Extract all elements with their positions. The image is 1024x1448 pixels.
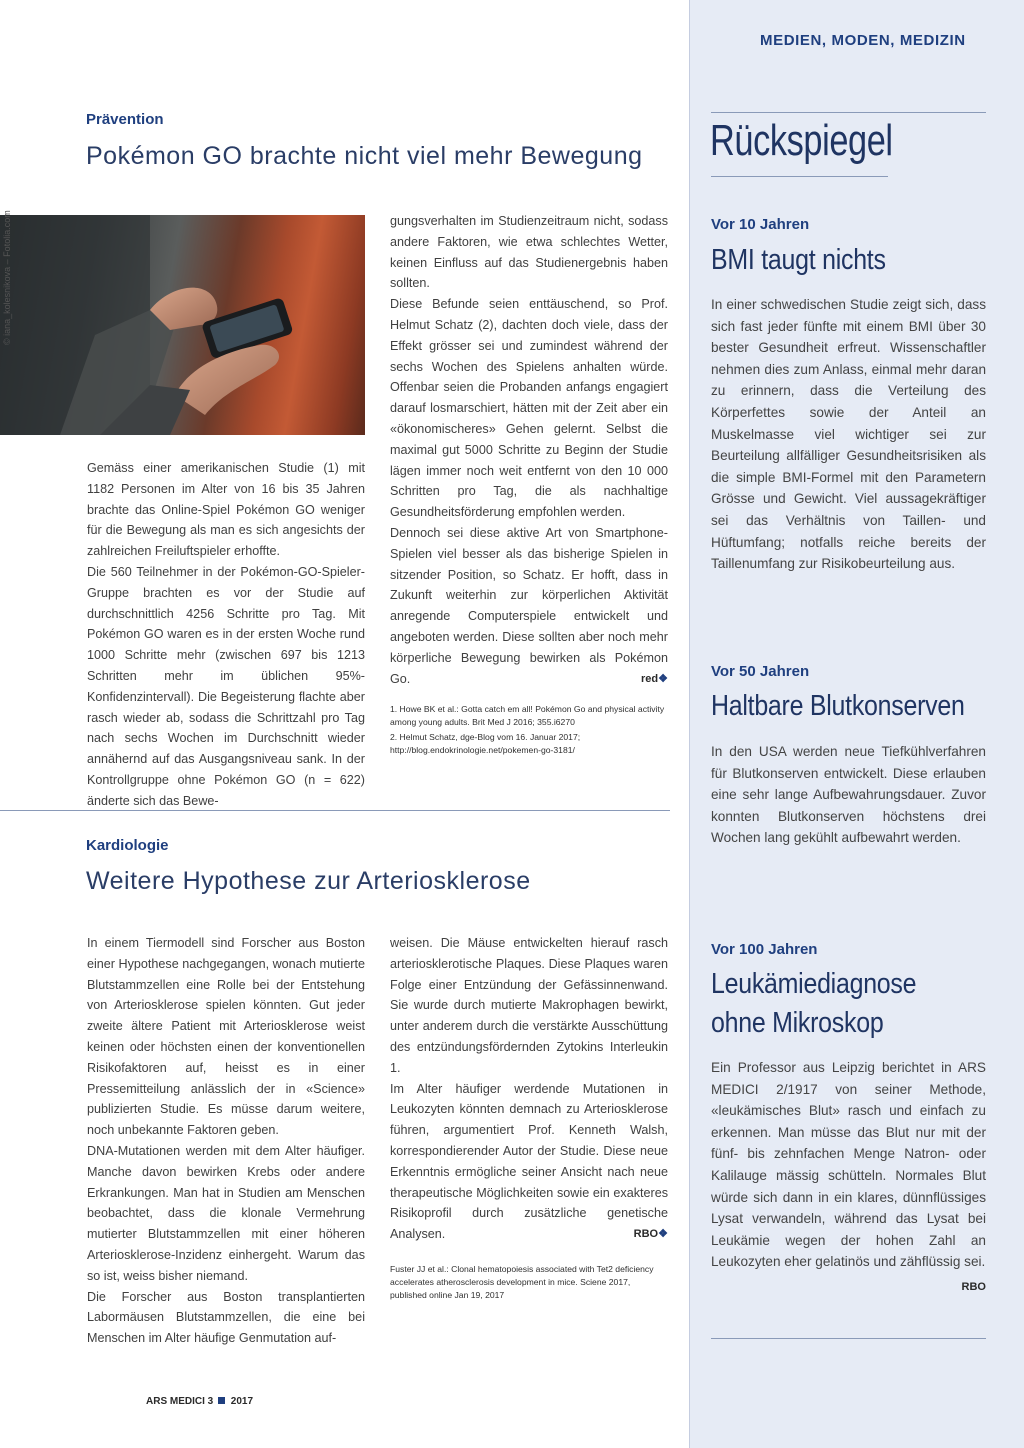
sidebar-heading-blutkonserven: Haltbare Blutkonserven (711, 690, 965, 722)
article2-col2-paragraph1: weisen. Die Mäuse entwickelten hierauf rasch arteriosklerotische Plaques. Diese Plaques waren Folge einer Entzündung der Gefässinnenwand. Sie wurde durch mutierte Makrophagen bewirkt, unter anderem durch die verstärkte Ausschüttung des entzündungsfördernden Zytokins Interleukin 1. (390, 936, 668, 1075)
sidebar-kicker-50: Vor 50 Jahren (711, 663, 810, 680)
article2-col1-paragraph2: DNA-Mutationen werden mit dem Alter häufiger. Manche davon bewirken Krebs oder andere Erkrankungen. Man hat in Studien am Menschen beobachtet, dass die klonale Vermehrung mutierter Blutstammzellen mit einer höheren Arteriosklerose-Inzidenz einhergeht. Warum das so ist, weiss bisher niemand. (87, 1143, 365, 1283)
article2-headline: Weitere Hypothese zur Arteriosklerose (86, 867, 531, 895)
article1-reference-2: 2. Helmut Schatz, dge-Blog vom 16. Januar 2017; http://blog.endokrinologie.net/pokemen-go-3181/ (390, 732, 581, 755)
article1-photo-smartphone (0, 215, 365, 435)
sidebar-text-blutkonserven: In den USA werden neue Tiefkühlverfahren für Blutkonserven entwickelt. Diese erlauben eine sehr lange Aufbewahrungsdauer. Zuvor konnten Blutkonserven höchstens drei Wochen lang gekühlt aufbewahrt werden. (711, 744, 986, 846)
article2-column1 (87, 933, 365, 1349)
article1-col2-paragraph3 (390, 523, 668, 689)
article2-column2 (390, 933, 668, 1245)
article2-signature (634, 1224, 668, 1245)
article1-reference-1: 1. Howe BK et al.: Gotta catch em all! Pokémon Go and physical activity among young adults. Brit Med J 2016; 355.i6270 (390, 704, 665, 727)
sidebar-title-rule-top (711, 112, 986, 113)
footer (146, 1396, 253, 1407)
smartphone-hands-illustration (0, 215, 365, 435)
article1-col2-paragraph3-text: Dennoch sei diese aktive Art von Smartphone-Spielen viel besser als das bisherige Spielen in sitzender Position, so Schatz. Er hofft, dass in Zukunft weiterhin zur körperlichen Aktivität anregende Computerspiele entwickelt und angeboten werden. Diese sollten aber noch mehr körperliche Bewegung bewirken als Pokémon Go. (390, 525, 668, 686)
sidebar-text-bmi: In einer schwedischen Studie zeigt sich, dass sich fast jeder fünfte mit einem BMI über 30 bester Gesundheit erfreut. Wissenschaftler nehmen dies zum Anlass, einmal mehr daran zu erinnern, dass die Verteilung des Körperfettes sowie der Anteil an Muskelmasse viel wichtiger sei zur Beurteilung allfälliger Gesundheitsrisiken als die simple BMI-Formel mit den Parametern Grösse und Gewicht. Viel aussagekräftiger sei das Verhältnis von Taillen- und Hüftumfang; notfalls reiche bereits der Taillenumfang zur Risikobeurteilung aus. (711, 297, 986, 572)
article1-col2-paragraph2: Diese Befunde seien enttäuschend, so Prof. Helmut Schatz (2), dachten doch viele, dass der Effekt grösser sei und zumindest während der sechs Wochen des Spielens anhalten würde. Offenbar seien die Probanden anfangs engagiert darauf losmarschiert, hätten mit der Zeit aber ein «ökonomischeres» Gehen gelernt. Selbst die maximal gut 5000 Schritte zu Beginn der Studie lägen immer noch weit entfernt von den 10 000 Schritten pro Tag, die als nachhaltige Gesundheitsförderung empfohlen werden. (390, 297, 668, 520)
sidebar-heading-leukaemie-2: ohne Mikroskop (711, 1007, 884, 1039)
sidebar-text-leukaemie (711, 1057, 986, 1299)
article1-kicker: Prävention (86, 111, 164, 128)
footer-journal: ARS MEDICI 3 (146, 1396, 214, 1407)
article2-signature-text: RBO (633, 1228, 659, 1241)
article2-col2-paragraph2-text: Im Alter häufiger werdende Mutationen in Leukozyten könnten demnach zu Arteriosklerose führen, argumentiert Prof. Kenneth Walsh, korrespondierender Autor der Studie. Diese neue Erkenntnis ermögliche seiner Ansicht nach neue therapeutische Möglichkeiten sowie ein exakteres Risikoprofil durch zusätzliche genetische Analysen. (390, 1081, 668, 1242)
end-mark-icon: ❖ (658, 672, 668, 685)
article1-column1 (87, 458, 365, 812)
article1-col1-paragraph1: Gemäss einer amerikanischen Studie (1) mit 1182 Personen im Alter von 16 bis 35 Jahren brachte das Online-Spiel Pokémon GO weniger für die Bewegung als man es sich angesichts der zahlreichen Freiluftspieler erhoffte. (87, 461, 365, 559)
footer-square-icon (218, 1397, 225, 1404)
sidebar-kicker-100: Vor 100 Jahren (711, 941, 818, 958)
sidebar-heading-bmi: BMI taugt nichts (711, 244, 886, 276)
article2-col1-paragraph3: Die Forscher aus Boston transplantierten Labormäusen Blutstammzellen, die eine bei Menschen im Alter häufige Genmutation auf- (87, 1289, 365, 1346)
article1-signature-text: red (641, 672, 659, 685)
article2-col1-paragraph1: In einem Tiermodell sind Forscher aus Boston einer Hypothese nachgegangen, wonach mutierte Blutstammzellen eine Rolle bei der Entstehung von Arteriosklerose spielen könnten. Gut jeder zweite ältere Patient mit Arteriosklerose weist keinen oder höchsten einen der konventionellen Risikofaktoren auf, heisst es in einer Pressemitteilung anlässlich der in «Science» publizierten Studie. Es müsse darum weitere, noch unbekannte Faktoren geben. (87, 936, 365, 1138)
section-label: MEDIEN, MODEN, MEDIZIN (760, 32, 966, 49)
end-mark-icon: ❖ (658, 1228, 668, 1241)
article2-col2-paragraph2 (390, 1079, 668, 1245)
article1-references (390, 703, 668, 759)
article1-signature (641, 669, 668, 690)
photo-credit: © iana_kolesnikova – Fotolia.com (2, 210, 12, 345)
sidebar-bottom-rule (711, 1338, 986, 1339)
article2-reference: Fuster JJ et al.: Clonal hematopoiesis associated with Tet2 deficiency accelerates atherosclerosis development in mice. Sciene 2017, published online Jan 19, 2017 (390, 1264, 654, 1300)
sidebar-text-leukaemie-body: Ein Professor aus Leipzig berichtet in ARS MEDICI 2/1917 von seiner Methode, «leukämisches Blut» rasch und einfach zu erkennen. Man müsse das Blut nur mit der fünf- bis zehnfachen Menge Natron- oder Kalilauge mässig schütteln. Normales Blut würde sich dann in ein klares, dünnflüssiges Lysat verwandeln, während das Lysat bei Leukämie wegen der hohen Zahl an Leukozyten eher gelatinös und zähflüssig sei. (711, 1060, 986, 1270)
article1-headline: Pokémon GO brachte nicht viel mehr Bewegung (86, 142, 643, 170)
article1-col2-paragraph1: gungsverhalten im Studienzeitraum nicht, sodass andere Faktoren, wie etwa schlechtes Wetter, keinen Einfluss auf das Studienergebnis haben sollten. (390, 214, 668, 291)
footer-year: 2017 (230, 1396, 254, 1407)
article1-col1-paragraph2: Die 560 Teilnehmer in der Pokémon-GO-Spieler-Gruppe brachten es vor der Studie auf durchschnittlich 4256 Schritte pro Tag. Mit Pokémon GO waren es in der ersten Woche rund 1000 Schritte mehr (zwischen 697 bis 1213 Schritten mehr im üblichen 95%-Konfidenzintervall). Die Begeisterung flachte aber rasch wieder ab, sodass die Schrittzahl pro Tag nach sechs Wochen im Durchschnitt wieder annähernd auf das Ausgangsniveau sank. In der Kontrollgruppe ohne Pokémon GO (n = 622) änderte sich das Bewe- (87, 564, 365, 808)
article2-kicker: Kardiologie (86, 837, 169, 854)
sidebar-title-rule-bottom (711, 176, 888, 177)
article1-column2 (390, 211, 668, 689)
article-divider (0, 810, 670, 811)
sidebar-kicker-10: Vor 10 Jahren (711, 216, 810, 233)
sidebar-heading-leukaemie-1: Leukämiediagnose (711, 968, 917, 1000)
sidebar-signature: RBO (961, 1280, 986, 1293)
sidebar-title: Rückspiegel (710, 116, 893, 165)
